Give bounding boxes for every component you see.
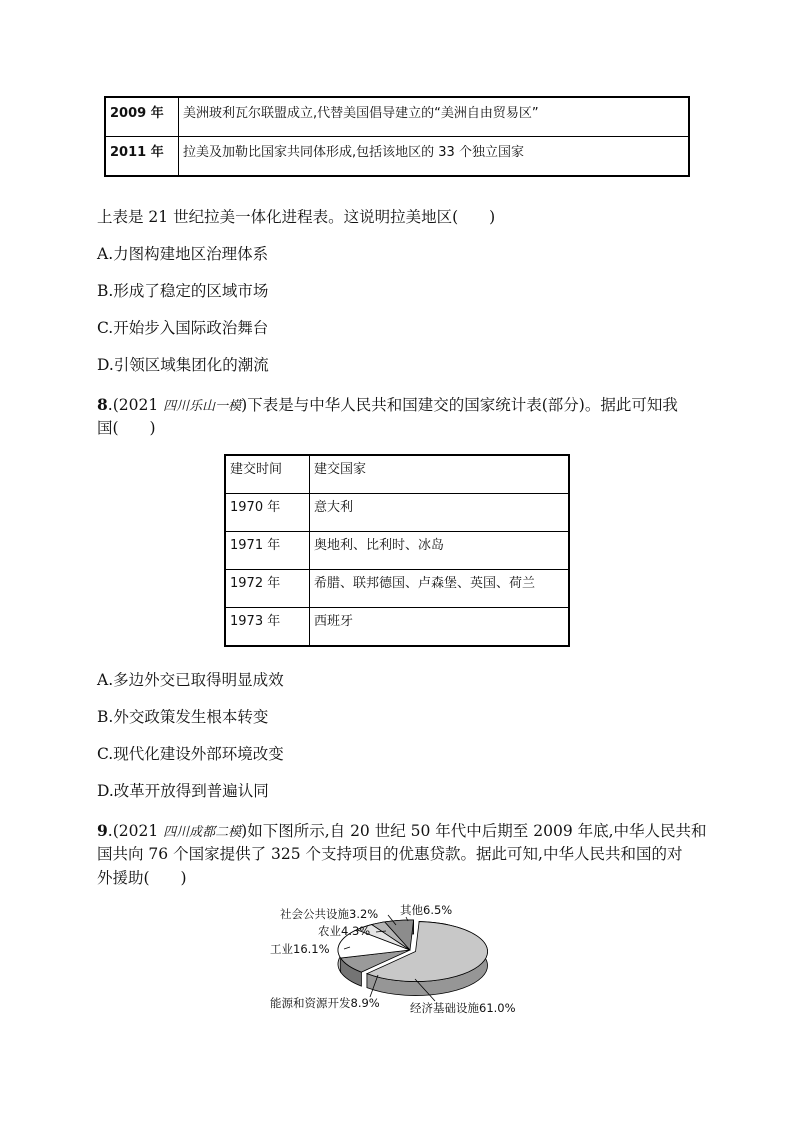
table-row (225, 570, 569, 608)
slice-industry-label: 工业16.1% (270, 942, 330, 956)
q9-number: 9 (97, 821, 108, 840)
q9-stem-line2: 国共向 76 个国家提供了 325 个支持项目的优惠贷款。据此可知,中华人民共和国的对 (97, 845, 683, 863)
table-cell-year: 1970 年 (225, 494, 310, 532)
slice-public-facilities-label: 社会公共设施3.2% (280, 907, 379, 921)
table-cell-year: 1973 年 (225, 608, 310, 647)
q8-option-a: A.多边外交已取得明显成效 (97, 671, 284, 689)
q8-option-d: D.改革开放得到普遍认同 (97, 782, 269, 800)
q9-stem-text: )如下图所示,自 20 世纪 50 年代中后期至 2009 年底,中华人民共和 (241, 822, 707, 840)
q9-stem-line3: 外援助( ) (97, 869, 187, 887)
q9-year: .(2021 (107, 822, 164, 840)
table-row (105, 97, 689, 137)
q8-year: .(2021 (107, 396, 164, 414)
slice-other-label: 其他6.5% (400, 903, 453, 917)
table-row (225, 532, 569, 570)
table-row (105, 137, 689, 177)
table-cell-country: 意大利 (310, 494, 570, 532)
table-cell-year: 1972 年 (225, 570, 310, 608)
foreign-aid-pie-chart (260, 895, 540, 1025)
q7-option-b: B.形成了稳定的区域市场 (97, 282, 269, 300)
q8-stem-line1 (97, 391, 678, 420)
q7-option-d: D.引领区域集团化的潮流 (97, 356, 269, 374)
q7-option-a: A.力图构建地区治理体系 (97, 245, 269, 263)
diplomatic-table (224, 454, 570, 647)
table-row (225, 608, 569, 647)
q9-source: 四川成都二模 (163, 825, 242, 840)
q8-option-c: C.现代化建设外部环境改变 (97, 745, 284, 763)
table-cell-country: 希腊、联邦德国、卢森堡、英国、荷兰 (310, 570, 570, 608)
table-cell-year: 2009 年 (105, 97, 179, 137)
table-header-country: 建交国家 (310, 455, 570, 494)
table-cell-event: 美洲玻利瓦尔联盟成立,代替美国倡导建立的“美洲自由贸易区” (179, 97, 690, 137)
q8-option-b: B.外交政策发生根本转变 (97, 708, 269, 726)
slice-infrastructure-label: 经济基础设施61.0% (410, 1001, 516, 1015)
q8-number: 8 (97, 395, 108, 414)
table-cell-event: 拉美及加勒比国家共同体形成,包括该地区的 33 个独立国家 (179, 137, 690, 177)
q7-option-c: C.开始步入国际政治舞台 (97, 319, 269, 337)
q7-stem: 上表是 21 世纪拉美一体化进程表。这说明拉美地区( ) (97, 208, 496, 226)
table-cell-country: 西班牙 (310, 608, 570, 647)
table-cell-year: 2011 年 (105, 137, 179, 177)
integration-table (104, 96, 690, 177)
table-cell-country: 奥地利、比利时、冰岛 (310, 532, 570, 570)
q8-stem-text: )下表是与中华人民共和国建交的国家统计表(部分)。据此可知我 (241, 396, 678, 414)
slice-energy-label: 能源和资源开发8.9% (270, 996, 380, 1010)
table-header-time: 建交时间 (225, 455, 310, 494)
q8-source: 四川乐山一模 (163, 399, 242, 414)
q8-stem-line2: 国( ) (97, 419, 156, 437)
table-row (225, 494, 569, 532)
table-cell-year: 1971 年 (225, 532, 310, 570)
table-header-row (225, 455, 569, 494)
slice-agriculture-label: 农业4.3% (318, 924, 371, 938)
